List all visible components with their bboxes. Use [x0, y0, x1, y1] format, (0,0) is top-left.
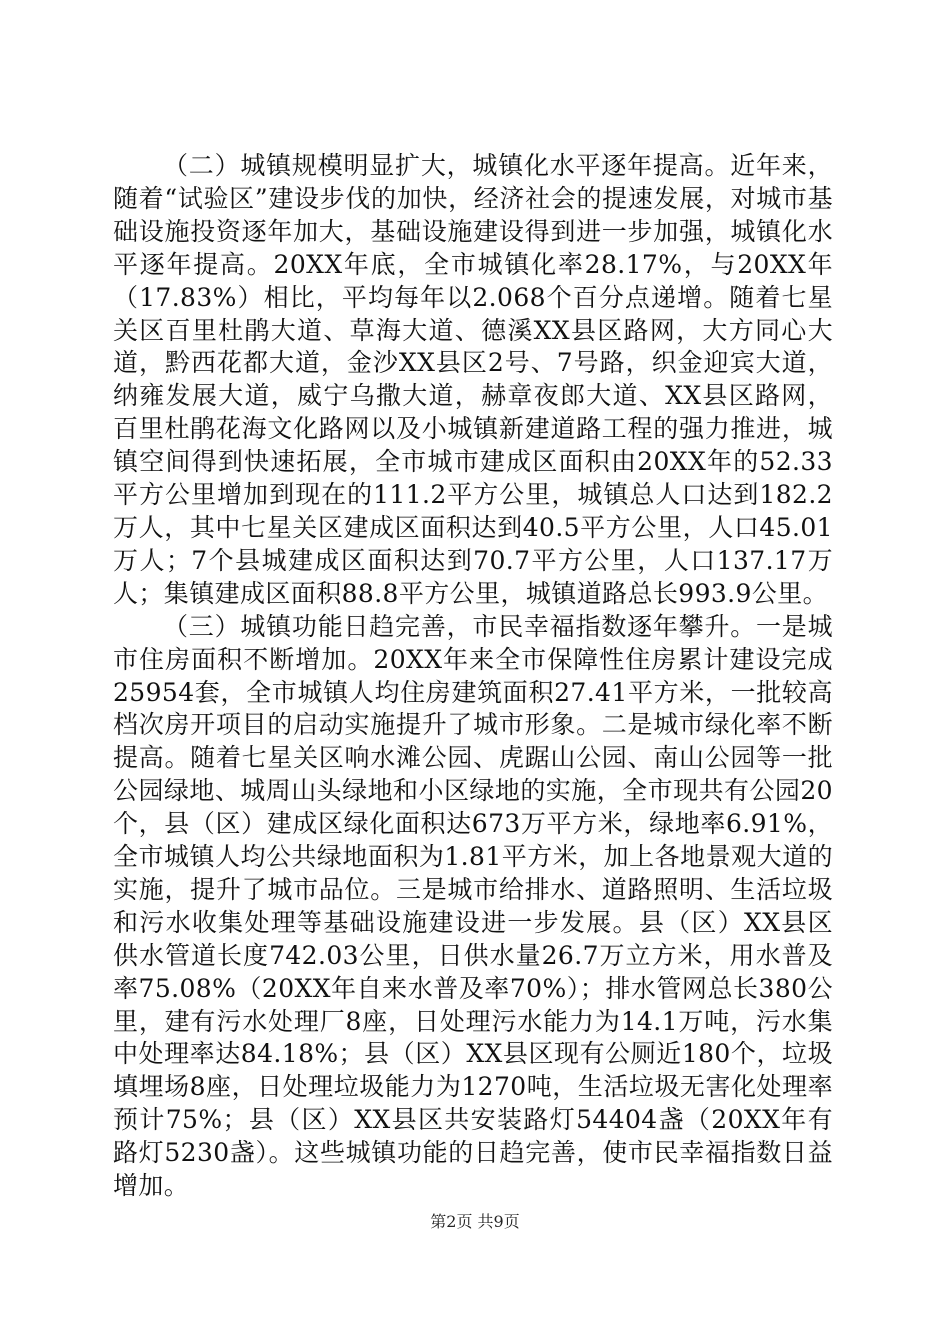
paragraph-urbanization-scale: （二）城镇规模明显扩大，城镇化水平逐年提高。近年来，随着“试验区”建设步伐的加快，经济社会的提速发展，对城市基础设施投资逐年加大，基础设施建设得到进一步加强，城镇化水平逐年提高。20XX年底，全市城镇化率28.17%，与20XX年（17.83%）相比，平均每年以2.068个百分点递增。随着七星关区百里杜鹃大道、草海大道、德溪XX县区路网，大方同心大道，黔西花都大道，金沙XX县区2号、7号路，织金迎宾大道，纳雍发展大道，威宁乌撒大道，赫章夜郎大道、XX县区路网，百里杜鹃花海文化路网以及小城镇新建道路工程的强力推进，城镇空间得到快速拓展，全市城市建成区面积由20XX年的52.33平方公里增加到现在的111.2平方公里，城镇总人口达到182.2万人，其中七星关区建成区面积达到40.5平方公里，人口45.01万人；7个县城建成区面积达到70.7平方公里，人口137.17万人；集镇建成区面积88.8平方公里，城镇道路总长993.9公里。 — [113, 151, 833, 608]
paragraph-urban-functions: （三）城镇功能日趋完善，市民幸福指数逐年攀升。一是城市住房面积不断增加。20XX年来全市保障性住房累计建设完成25954套，全市城镇人均住房建筑面积27.41平方米，一批较高档次房开项目的启动实施提升了城市形象。二是城市绿化率不断提高。随着七星关区响水滩公园、虎踞山公园、南山公园等一批公园绿地、城周山头绿地和小区绿地的实施，全市现共有公园20个，县（区）建成区绿化面积达673万平方米，绿地率6.91%，全市城镇人均公共绿地面积为1.81平方米，加上各地景观大道的实施，提升了城市品位。三是城市给排水、道路照明、生活垃圾和污水收集处理等基础设施建设进一步发展。县（区）XX县区供水管道长度742.03公里，日供水量26.7万立方米，用水普及率75.08%（20XX年自来水普及率70%）；排水管网总长380公里，建有污水处理厂8座，日处理污水能力为14.1万吨，污水集中处理率达84.18%；县（区）XX县区现有公厕近180个，垃圾填埋场8座，日处理垃圾能力为1270吨，生活垃圾无害化处理率预计75%；县（区）XX县区共安装路灯54404盏（20XX年有路灯5230盏）。这些城镇功能的日趋完善，使市民幸福指数日益增加。 — [113, 611, 833, 1201]
page-number-footer: 第2页 共9页 — [430, 1212, 520, 1231]
document-body — [113, 150, 833, 1203]
